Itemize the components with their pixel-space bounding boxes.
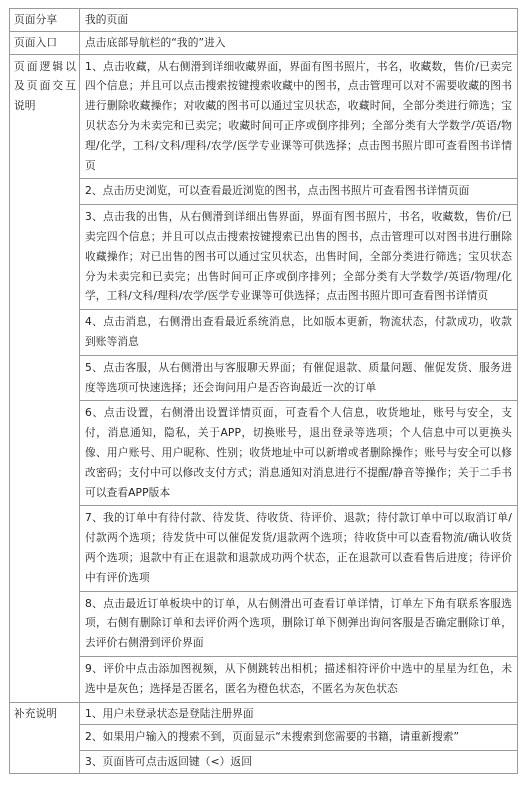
table-row bbox=[10, 751, 518, 774]
table-row bbox=[10, 591, 518, 656]
row-label-logic: 页面逻辑以及页面交互说明 bbox=[10, 54, 80, 702]
table-row bbox=[10, 656, 518, 702]
row-label-page-share: 页面分享 bbox=[10, 9, 80, 32]
supplement-item-1: 1、用户未登录状态是登陆注册界面 bbox=[80, 702, 518, 725]
table-row bbox=[10, 355, 518, 401]
logic-item-1: 1、点击收藏，从右侧滑到详细收藏界面，界面有图书照片，书名，收藏数，售价/已卖完四个信息；并且可以点击搜索按键搜索收藏中的图书，点击管理可以对不需要收藏的图书进行删除收藏操作；对收藏的图书可以通过宝贝状态，收藏时间，全部分类进行筛选；宝贝状态分为未卖完和已卖完；收藏时间可正序或倒序排列；全部分类有大学数学/英语/物理/化学，工科/文科/理科/农学/医学专业课等可供选择；点击图书照片即可查看图书详情页 bbox=[80, 54, 518, 179]
logic-item-3: 3、点击我的出售，从右侧滑到详细出售界面，界面有图书照片，书名，收藏数，售价/已卖完四个信息；并且可以点击搜索按键搜索已出售的图书，点击管理可以对图书进行删除收藏操作；对已出售的图书可以通过宝贝状态，出售时间，全部分类进行筛选；宝贝状态分为未卖完和已卖完；出售时间可正序或倒序排列；全部分类有大学数学/英语/物理/化学，工科/文科/理科/农学/医学专业课等可供选择；点击图书照片即可查看图书详情页 bbox=[80, 205, 518, 310]
table-row bbox=[10, 702, 518, 725]
row-value-page-share: 我的页面 bbox=[80, 9, 518, 32]
logic-item-7: 7、我的订单中有待付款、待发货、待收货、待评价、退款；待付款订单中可以取消订单/付款两个选项；待发货中可以催促发货/退款两个选项；待收货中可以查看物流/确认收货两个选项；退款中有正在退款和退款成功两个状态，正在退款可以查看售后进度；待评价中有评价选项 bbox=[80, 506, 518, 591]
table-row bbox=[10, 401, 518, 506]
row-value-page-entry: 点击底部导航栏的“我的”进入 bbox=[80, 31, 518, 54]
logic-item-5: 5、点击客服，从右侧滑出与客服聊天界面；有催促退款、质量问题、催促发货、服务进度等选项可快速选择；还会询问用户是否咨询最近一次的订单 bbox=[80, 355, 518, 401]
logic-item-6: 6、点击设置，右侧滑出设置详情页面，可查看个人信息，收货地址，账号与安全，支付，消息通知，隐私，关于APP，切换账号，退出登录等选项；个人信息中可以更换头像、用户账号、用户昵称、性别；收货地址中可以新增或者删除操作；账号与安全可以修改密码；支付中可以修改支付方式；消息通知对消息进行不提醒/静音等操作；关于二手书可以查看APP版本 bbox=[80, 401, 518, 506]
row-label-supplement: 补充说明 bbox=[10, 702, 80, 773]
table-row bbox=[10, 725, 518, 751]
table-row bbox=[10, 179, 518, 205]
row-label-page-entry: 页面入口 bbox=[10, 31, 80, 54]
logic-item-9: 9、评价中点击添加图视频，从下侧跳转出相机；描述相符评价中选中的星星为红色，未选中是灰色；选择是否匿名，匿名为橙色状态，不匿名为灰色状态 bbox=[80, 656, 518, 702]
table-row bbox=[10, 9, 518, 32]
logic-item-2: 2、点击历史浏览，可以查看最近浏览的图书，点击图书照片可查看图书详情页面 bbox=[80, 179, 518, 205]
table-row bbox=[10, 54, 518, 179]
logic-item-4: 4、点击消息，右侧滑出查看最近系统消息，比如版本更新，物流状态，付款成功，收款到账等消息 bbox=[80, 310, 518, 356]
table-row bbox=[10, 31, 518, 54]
supplement-item-2: 2、如果用户输入的搜索不到，页面显示“未搜索到您需要的书籍，请重新搜索” bbox=[80, 725, 518, 751]
table-row bbox=[10, 205, 518, 310]
table-row bbox=[10, 506, 518, 591]
supplement-item-3: 3、页面皆可点击返回键（<）返回 bbox=[80, 751, 518, 774]
logic-item-8: 8、点击最近订单板块中的订单，从右侧滑出可查看订单详情，订单左下角有联系客服选项，右侧有删除订单和去评价两个选项，删除订单下侧弹出询问客服是否确定删除订单，去评价右侧滑到评价界面 bbox=[80, 591, 518, 656]
table-row bbox=[10, 310, 518, 356]
spec-table bbox=[9, 8, 518, 774]
